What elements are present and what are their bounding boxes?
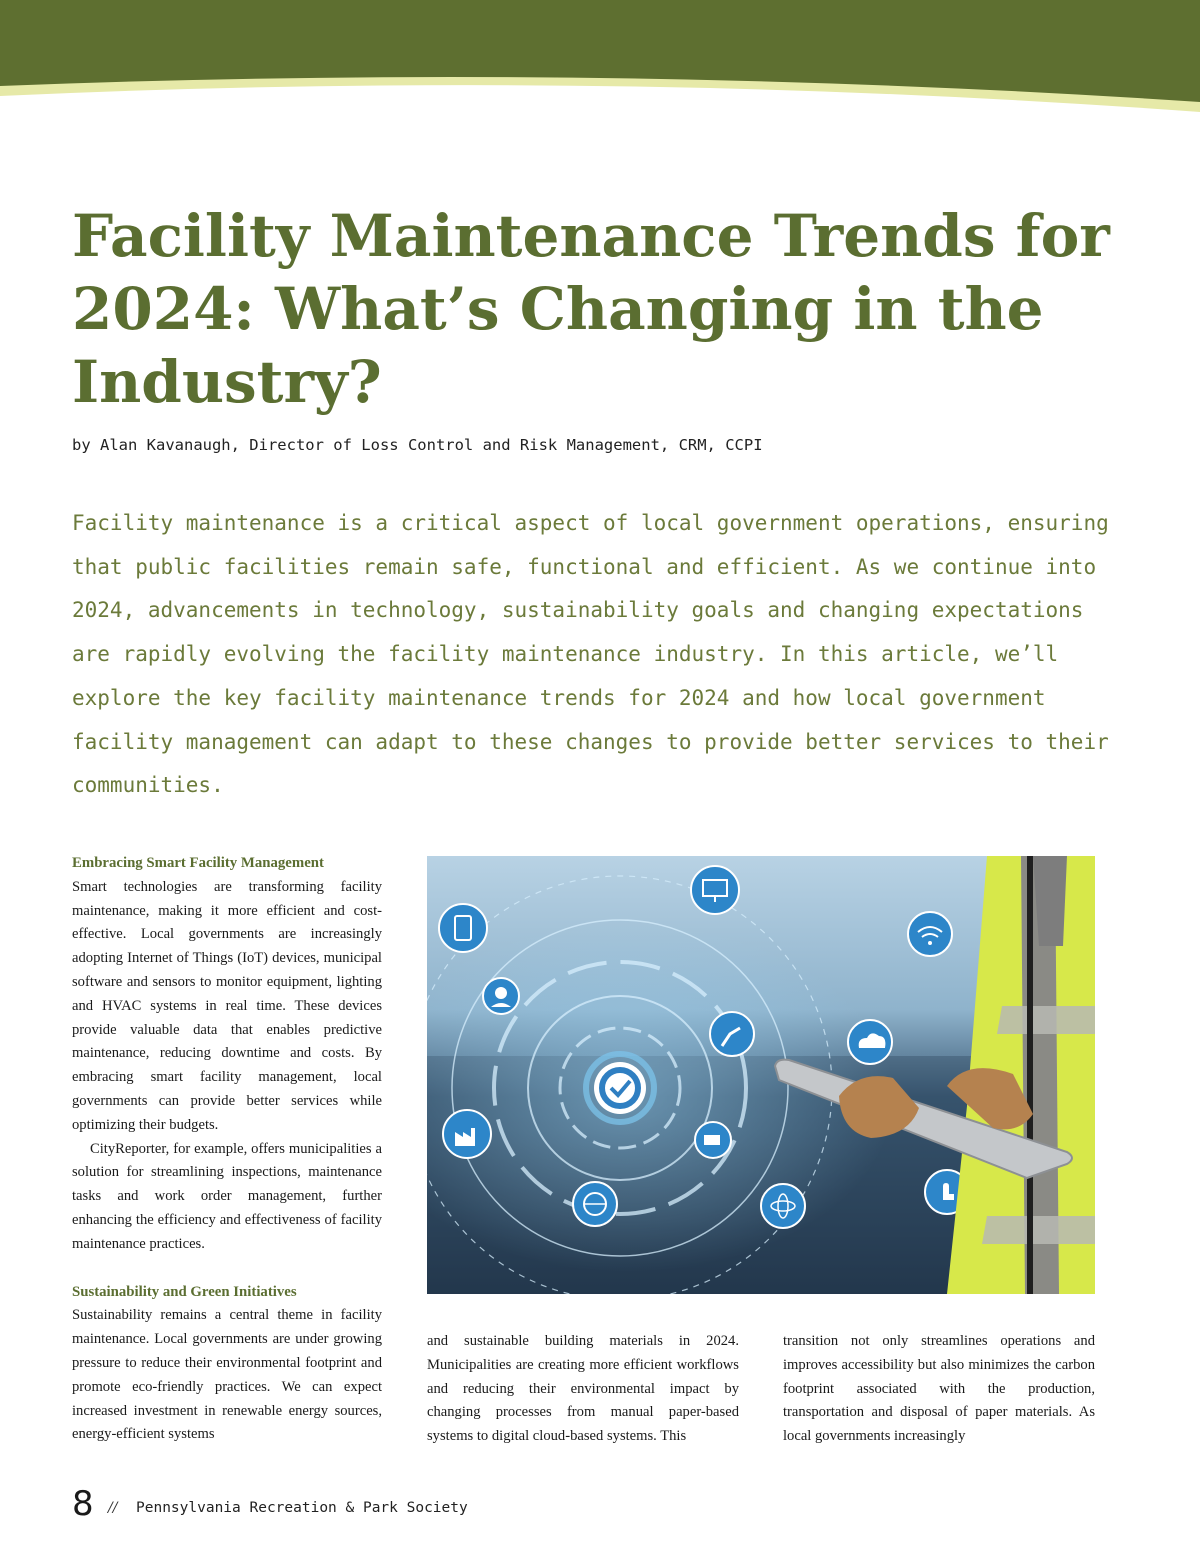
section-heading-green: Sustainability and Green Initiatives	[72, 1283, 297, 1300]
globe-icon	[573, 1182, 617, 1226]
footer-separator: //	[108, 1500, 118, 1516]
tablet-icon	[439, 904, 487, 952]
atom-icon	[761, 1184, 805, 1228]
article-lead: Facility maintenance is a critical aspect of local government operations, ensuring that public facilities remain safe, functional and efficient. As we continue into 2024, advancements in technology, sustainability goals and changing expectations are rapidly evolving the facility maintenance industry. In this article, we’ll explore the key facility maintenance trends for 2024 and how local government facility management can adapt to these changes to provide better services to their communities.	[72, 511, 1109, 798]
column-middle	[427, 1330, 739, 1449]
column-left	[72, 852, 382, 1447]
green-paragraph-continued-2: transition not only streamlines operations and improves accessibility but also minimizes the carbon footprint associated with the production, transportation and disposal of paper materials. As local governments increasingly	[783, 1333, 1095, 1445]
computer-icon	[691, 866, 739, 914]
section-heading-smart: Embracing Smart Facility Management	[72, 855, 324, 871]
check-icon	[594, 1062, 646, 1114]
header-banner	[0, 0, 1200, 130]
smart-paragraph-2: CityReporter, for example, offers municipalities a solution for streamlining inspections, maintenance tasks and work order management, further enhancing the efficiency and effectiveness of facility maintenance practices.	[72, 1140, 382, 1252]
smart-paragraph-1: Smart technologies are transforming facility maintenance, making it more efficient and cost-effective. Local governments are increasingly adopting Internet of Things (IoT) devices, municipal software and sensors to monitor equipment, lighting and HVAC systems in real time. These devices provide valuable data that enables predictive maintenance, reducing downtime and costs. By embracing smart facility management, local governments can provide better services while optimizing their budgets.	[72, 878, 382, 1133]
green-paragraph-continued-1: and sustainable building materials in 2024. Municipalities are creating more efficient workflows and reducing their environmental impact by changing processes from manual paper-based systems to digital cloud-based systems. This	[427, 1333, 739, 1445]
article-byline: by Alan Kavanaugh, Director of Loss Control and Risk Management, CRM, CCPI	[72, 436, 763, 454]
article-photo	[427, 856, 1095, 1294]
worker-icon	[483, 978, 519, 1014]
factory-icon	[443, 1110, 491, 1158]
wifi-icon	[908, 912, 952, 956]
cloud-icon	[848, 1020, 892, 1064]
camera-icon	[695, 1122, 731, 1158]
column-right	[783, 1330, 1095, 1449]
green-paragraph-1: Sustainability remains a central theme in facility maintenance. Local governments are under growing pressure to reduce their environmental footprint and promote eco-friendly practices. We can expect increased investment in renewable energy sources, energy-efficient systems	[72, 1307, 382, 1443]
robot-arm-icon	[710, 1012, 754, 1056]
page-number: 8	[72, 1484, 94, 1524]
publication-name: Pennsylvania Recreation & Park Society	[136, 1500, 468, 1516]
article-title: Facility Maintenance Trends for 2024: What’s Changing in the Industry?	[72, 202, 1110, 416]
